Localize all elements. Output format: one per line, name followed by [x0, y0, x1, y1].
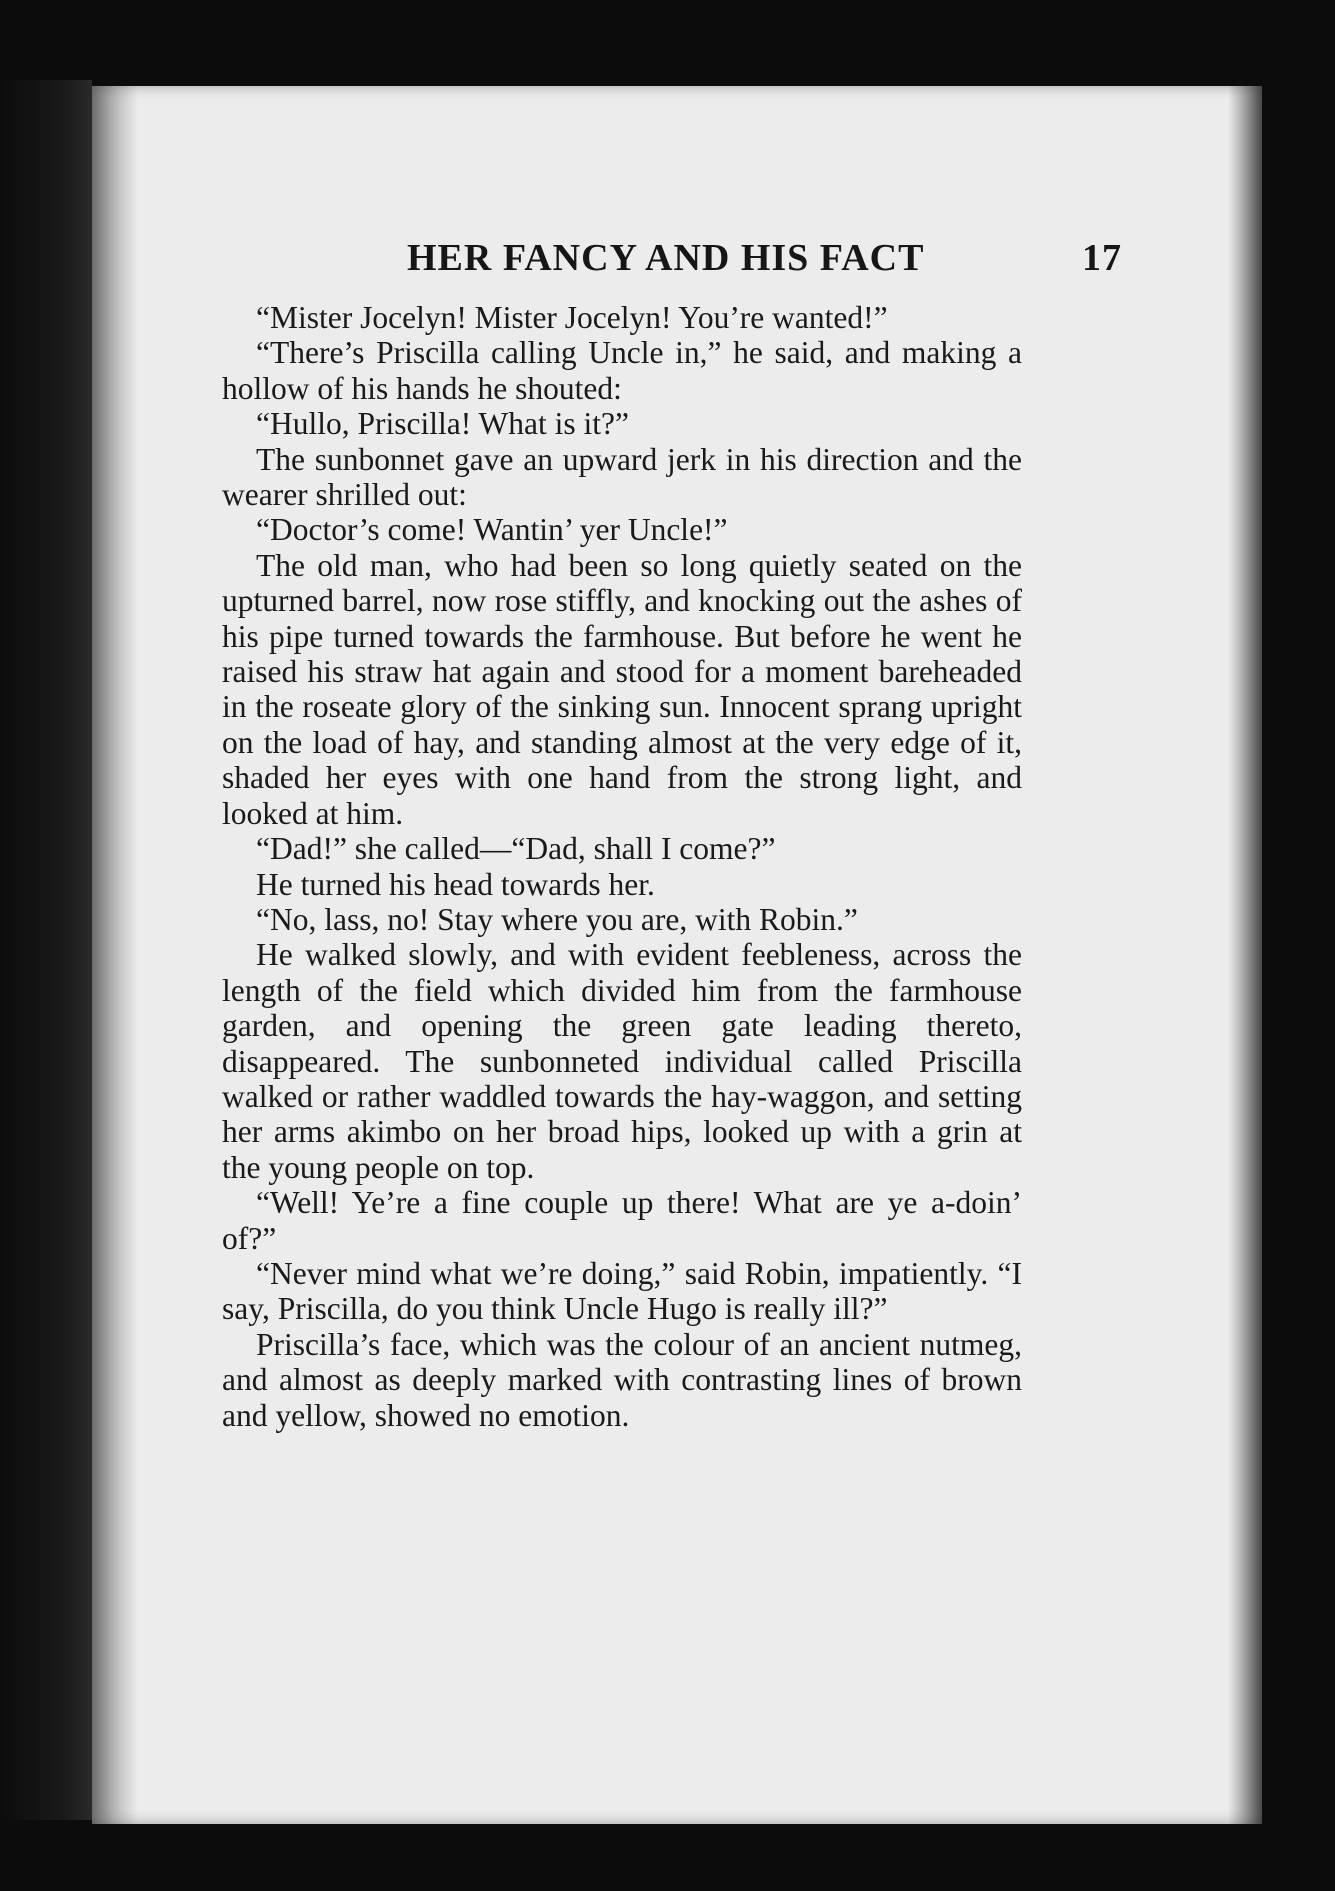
paragraph: “Well! Ye’re a fine couple up there! What are ye a-doin’ of?”	[222, 1185, 1022, 1256]
paragraph: “Doctor’s come! Wantin’ yer Uncle!”	[256, 512, 728, 548]
paragraph: “Never mind what we’re doing,” said Robin, impatiently. “I say, Priscilla, do you think Uncle Hugo is really ill?”	[222, 1255, 1022, 1327]
paragraph: The sunbonnet gave an upward jerk in his direction and the wearer shrilled out:	[222, 441, 1022, 513]
paragraph: “Hullo, Priscilla! What is it?”	[256, 406, 629, 442]
paragraph: “No, lass, no! Stay where you are, with Robin.”	[256, 901, 858, 937]
adjacent-page-edge	[0, 80, 92, 1820]
paragraph: “Mister Jocelyn! Mister Jocelyn! You’re wanted!”	[256, 300, 888, 335]
running-head-title: HER FANCY AND HIS FACT	[407, 237, 925, 279]
book-page	[92, 86, 1262, 1824]
body-text	[222, 300, 1022, 1433]
page-number: 17	[1082, 237, 1122, 279]
paragraph: He turned his head towards her.	[256, 866, 655, 902]
paragraph: “Dad!” she called—“Dad, shall I come?”	[256, 831, 776, 867]
paragraph: He walked slowly, and with evident feebleness, across the length of the field which divided him from the farmhouse garden, and opening the green gate leading thereto, disappeared. The sunbonneted individual called Priscilla walked or rather waddled towards the hay-waggon, and setting her arms akimbo on her broad hips, looked up with a grin at the young people on top.	[222, 937, 1022, 1185]
paragraph: “There’s Priscilla calling Uncle in,” he said, and making a hollow of his hands he shouted:	[222, 335, 1022, 406]
paragraph: The old man, who had been so long quietly seated on the upturned barrel, now rose stiffly, and knocking out the ashes of his pipe turned towards the farmhouse. But before he went he raised his straw hat again and stood for a moment bareheaded in the roseate glory of the sinking sun. Innocent sprang upright on the load of hay, and standing almost at the very edge of it, shaded her eyes with one hand from the strong light, and looked at him.	[222, 547, 1022, 831]
page-gutter-shadow	[92, 86, 138, 1824]
paragraph: Priscilla’s face, which was the colour of an ancient nutmeg, and almost as deeply marked with contrasting lines of brown and yellow, showed no emotion.	[222, 1326, 1022, 1433]
page-fore-edge	[1228, 86, 1262, 1824]
